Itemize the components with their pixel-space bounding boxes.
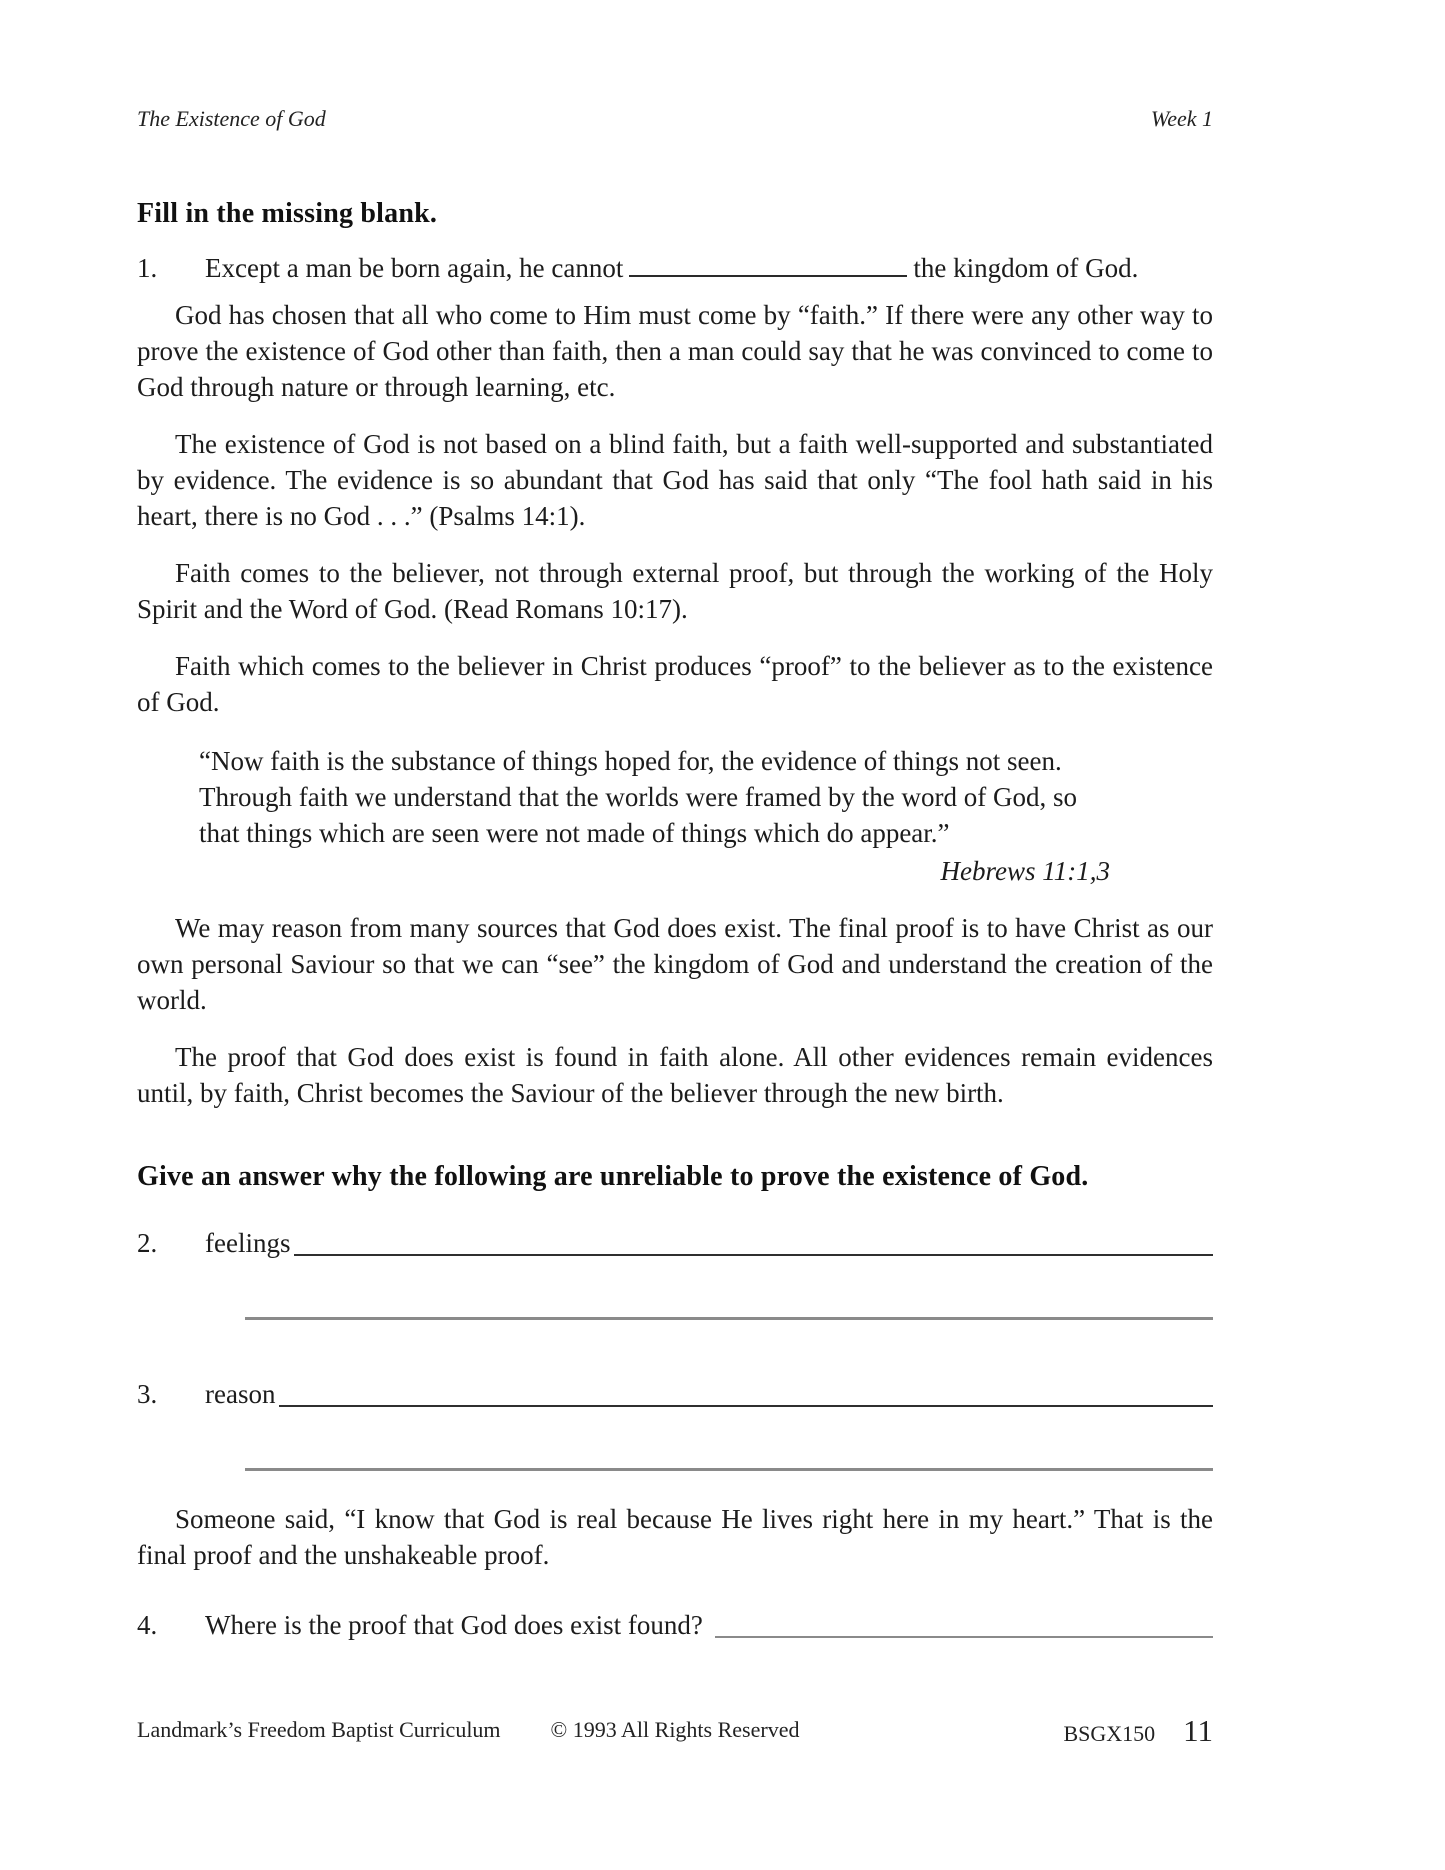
question-4-label: Where is the proof that God does exist found? (205, 1610, 703, 1640)
body-paragraph: Faith comes to the believer, not through external proof, but through the working of the Holy Spirit and the Word of God. (Read Romans 10:17). (137, 558, 1213, 624)
question-1 (137, 250, 1213, 286)
question-number: 1. (137, 253, 158, 283)
body-paragraph: Someone said, “I know that God is real because He lives right here in my heart.” That is the final proof and the unshakeable proof. (137, 1504, 1213, 1570)
body-paragraph: We may reason from many sources that God does exist. The final proof is to have Christ as our own personal Saviour so that we can “see” the kingdom of God and understand the creation of the world. (137, 913, 1213, 1015)
footer-page-number: 11 (1183, 1713, 1213, 1748)
question-1-text-before: Except a man be born again, he cannot (205, 253, 624, 283)
body-paragraph: Faith which comes to the believer in Christ produces “proof” to the believer as to the existence of God. (137, 651, 1213, 717)
scripture-quote: “Now faith is the substance of things hoped for, the evidence of things not seen. Through faith we understand that the worlds were framed by the word of God, so that things which are seen were not made of things which do appear.” (199, 746, 1078, 848)
question-number: 2. (137, 1228, 158, 1258)
footer-document-code: BSGX150 (1063, 1721, 1156, 1746)
section-heading-fill: Fill in the missing blank. (137, 198, 438, 229)
body-paragraph: God has chosen that all who come to Him must come by “faith.” If there were any other way to prove the existence of God other than faith, then a man could say that he was convinced to come to God through nature or through learning, etc. (137, 300, 1213, 402)
question-3-label: reason (205, 1379, 276, 1409)
question-number: 4. (137, 1610, 158, 1640)
page-footer (137, 1705, 1213, 1749)
question-2-label: feelings (205, 1228, 291, 1258)
running-header (137, 106, 1213, 132)
question-1-text-after: the kingdom of God. (913, 253, 1139, 283)
answer-line (715, 1610, 1213, 1638)
header-left-title: The Existence of God (137, 106, 326, 131)
question-3 (137, 1376, 1213, 1412)
question-number: 3. (137, 1379, 158, 1409)
answer-continuation-line (245, 1468, 1213, 1471)
header-right-title: Week 1 (1150, 106, 1213, 131)
section-heading-answers: Give an answer why the following are unreliable to prove the existence of God. (137, 1161, 1089, 1192)
question-4 (137, 1607, 1213, 1643)
question-2 (137, 1225, 1213, 1261)
footer-copyright: © 1993 All Rights Reserved (550, 1717, 800, 1742)
answer-line (279, 1379, 1213, 1407)
footer-right-group (1063, 1713, 1213, 1749)
body-paragraph: The proof that God does exist is found in faith alone. All other evidences remain evidences until, by faith, Christ becomes the Saviour of the believer through the new birth. (137, 1042, 1213, 1108)
answer-line (294, 1228, 1213, 1256)
answer-blank-line (629, 250, 907, 277)
scripture-citation: Hebrews 11:1,3 (940, 856, 1110, 886)
body-paragraph: The existence of God is not based on a blind faith, but a faith well-supported and substantiated by evidence. The evidence is so abundant that God has said that only “The fool hath said in his heart, there is no God . . .” (Psalms 14:1). (137, 429, 1213, 531)
footer-publisher: Landmark’s Freedom Baptist Curriculum (137, 1717, 501, 1742)
answer-continuation-line (245, 1317, 1213, 1320)
